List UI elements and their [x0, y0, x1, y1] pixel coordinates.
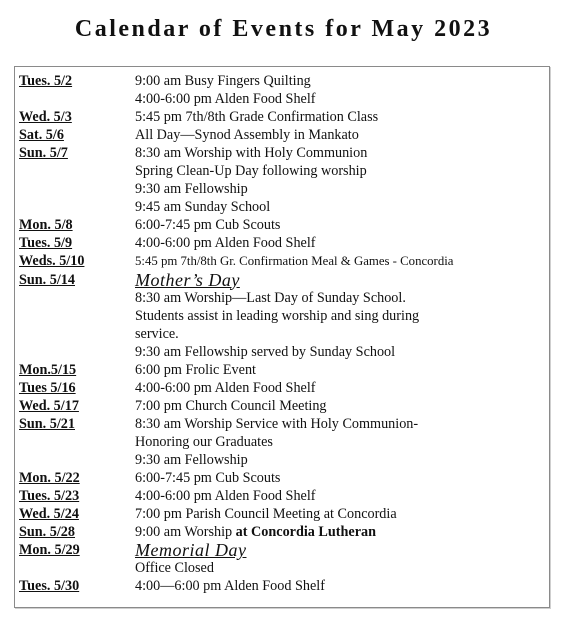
event-line: 4:00-6:00 pm Alden Food Shelf: [135, 379, 316, 396]
event-line: Honoring our Graduates: [135, 433, 273, 450]
event-line: 8:30 am Worship—Last Day of Sunday School.: [135, 289, 406, 306]
event-details: [135, 72, 549, 108]
event-line: Spring Clean-Up Day following worship: [135, 163, 367, 180]
event-line: 9:30 am Fellowship: [135, 451, 248, 468]
event-details: [135, 234, 549, 252]
special-day-heading: Memorial Day: [135, 540, 247, 561]
event-line: 4:00—6:00 pm Alden Food Shelf: [135, 578, 325, 595]
event-details: [135, 523, 549, 541]
event-row: [15, 144, 549, 216]
event-date: Wed. 5/3: [19, 109, 72, 126]
event-details: [135, 252, 549, 270]
event-line: 5:45 pm 7th/8th Grade Confirmation Class: [135, 109, 379, 126]
event-row: [15, 271, 549, 361]
event-date: Sat. 5/6: [19, 127, 64, 144]
event-line: 6:00-7:45 pm Cub Scouts: [135, 217, 281, 234]
events-table: [14, 66, 550, 608]
event-row: [15, 487, 549, 505]
event-details: [135, 541, 549, 577]
event-line: All Day—Synod Assembly in Mankato: [135, 127, 359, 144]
event-line: 9:45 am Sunday School: [135, 199, 271, 216]
event-row: [15, 577, 549, 595]
event-line: service.: [135, 325, 179, 342]
event-date: Mon. 5/8: [19, 217, 73, 234]
event-line-location: at Concordia Lutheran: [235, 524, 376, 541]
event-line-text: 9:00 am Worship: [135, 524, 236, 541]
event-row: [15, 234, 549, 252]
event-date: Tues. 5/9: [19, 235, 73, 252]
event-row: [15, 252, 549, 270]
event-details: [135, 108, 549, 126]
event-date: Tues. 5/30: [19, 578, 80, 595]
event-details: [135, 415, 549, 469]
event-details: [135, 577, 549, 595]
event-date: Weds. 5/10: [19, 253, 85, 270]
event-row: [15, 415, 549, 469]
event-details: [135, 379, 549, 397]
event-line: 5:45 pm 7th/8th Gr. Confirmation Meal & Games - Concordia: [135, 254, 454, 269]
event-details: [135, 126, 549, 144]
event-line: 6:00-7:45 pm Cub Scouts: [135, 469, 281, 486]
event-date: Sun. 5/28: [19, 524, 75, 541]
event-date: Mon.5/15: [19, 361, 77, 378]
event-row: [15, 108, 549, 126]
event-date: Sun. 5/7: [19, 145, 68, 162]
event-line: 7:00 pm Parish Council Meeting at Concordia: [135, 506, 397, 523]
event-row: [15, 379, 549, 397]
events-list: [15, 72, 549, 595]
event-line: 7:00 pm Church Council Meeting: [135, 397, 327, 414]
event-row: [15, 541, 549, 577]
event-line: [135, 523, 549, 541]
event-line: 9:30 am Fellowship served by Sunday School: [135, 343, 396, 360]
event-date: Mon. 5/29: [19, 542, 80, 559]
event-date: Wed. 5/17: [19, 397, 79, 414]
event-row: [15, 397, 549, 415]
event-line: 4:00-6:00 pm Alden Food Shelf: [135, 488, 316, 505]
event-details: [135, 505, 549, 523]
event-details: [135, 397, 549, 415]
event-row: [15, 505, 549, 523]
event-details: [135, 469, 549, 487]
event-line: 6:00 pm Frolic Event: [135, 361, 256, 378]
event-row: [15, 126, 549, 144]
event-line: 9:30 am Fellowship: [135, 181, 248, 198]
event-line: 8:30 am Worship with Holy Communion: [135, 145, 368, 162]
event-details: [135, 216, 549, 234]
event-date: Tues. 5/2: [19, 73, 73, 89]
event-details: [135, 361, 549, 379]
event-details: [135, 144, 549, 216]
event-line: Office Closed: [135, 560, 214, 577]
event-date: Sun. 5/21: [19, 415, 75, 432]
event-date: Tues 5/16: [19, 379, 76, 396]
event-row: [15, 523, 549, 541]
event-row: [15, 361, 549, 379]
event-line: Students assist in leading worship and sing during: [135, 307, 420, 324]
special-day-heading: Mother’s Day: [135, 269, 240, 290]
event-line: 8:30 am Worship Service with Holy Communion-: [135, 415, 419, 432]
event-details: [135, 487, 549, 505]
event-date: Mon. 5/22: [19, 469, 80, 486]
event-line: 4:00-6:00 pm Alden Food Shelf: [135, 91, 316, 108]
event-details: [135, 271, 549, 361]
event-date: Tues. 5/23: [19, 488, 80, 505]
page-title: Calendar of Events for May 2023: [74, 16, 493, 42]
event-line: 4:00-6:00 pm Alden Food Shelf: [135, 235, 316, 252]
event-date: Wed. 5/24: [19, 506, 79, 523]
event-row: [15, 469, 549, 487]
event-date: Sun. 5/14: [19, 271, 75, 288]
event-row: [15, 216, 549, 234]
event-row: [15, 72, 549, 108]
event-line: 9:00 am Busy Fingers Quilting: [135, 73, 311, 89]
